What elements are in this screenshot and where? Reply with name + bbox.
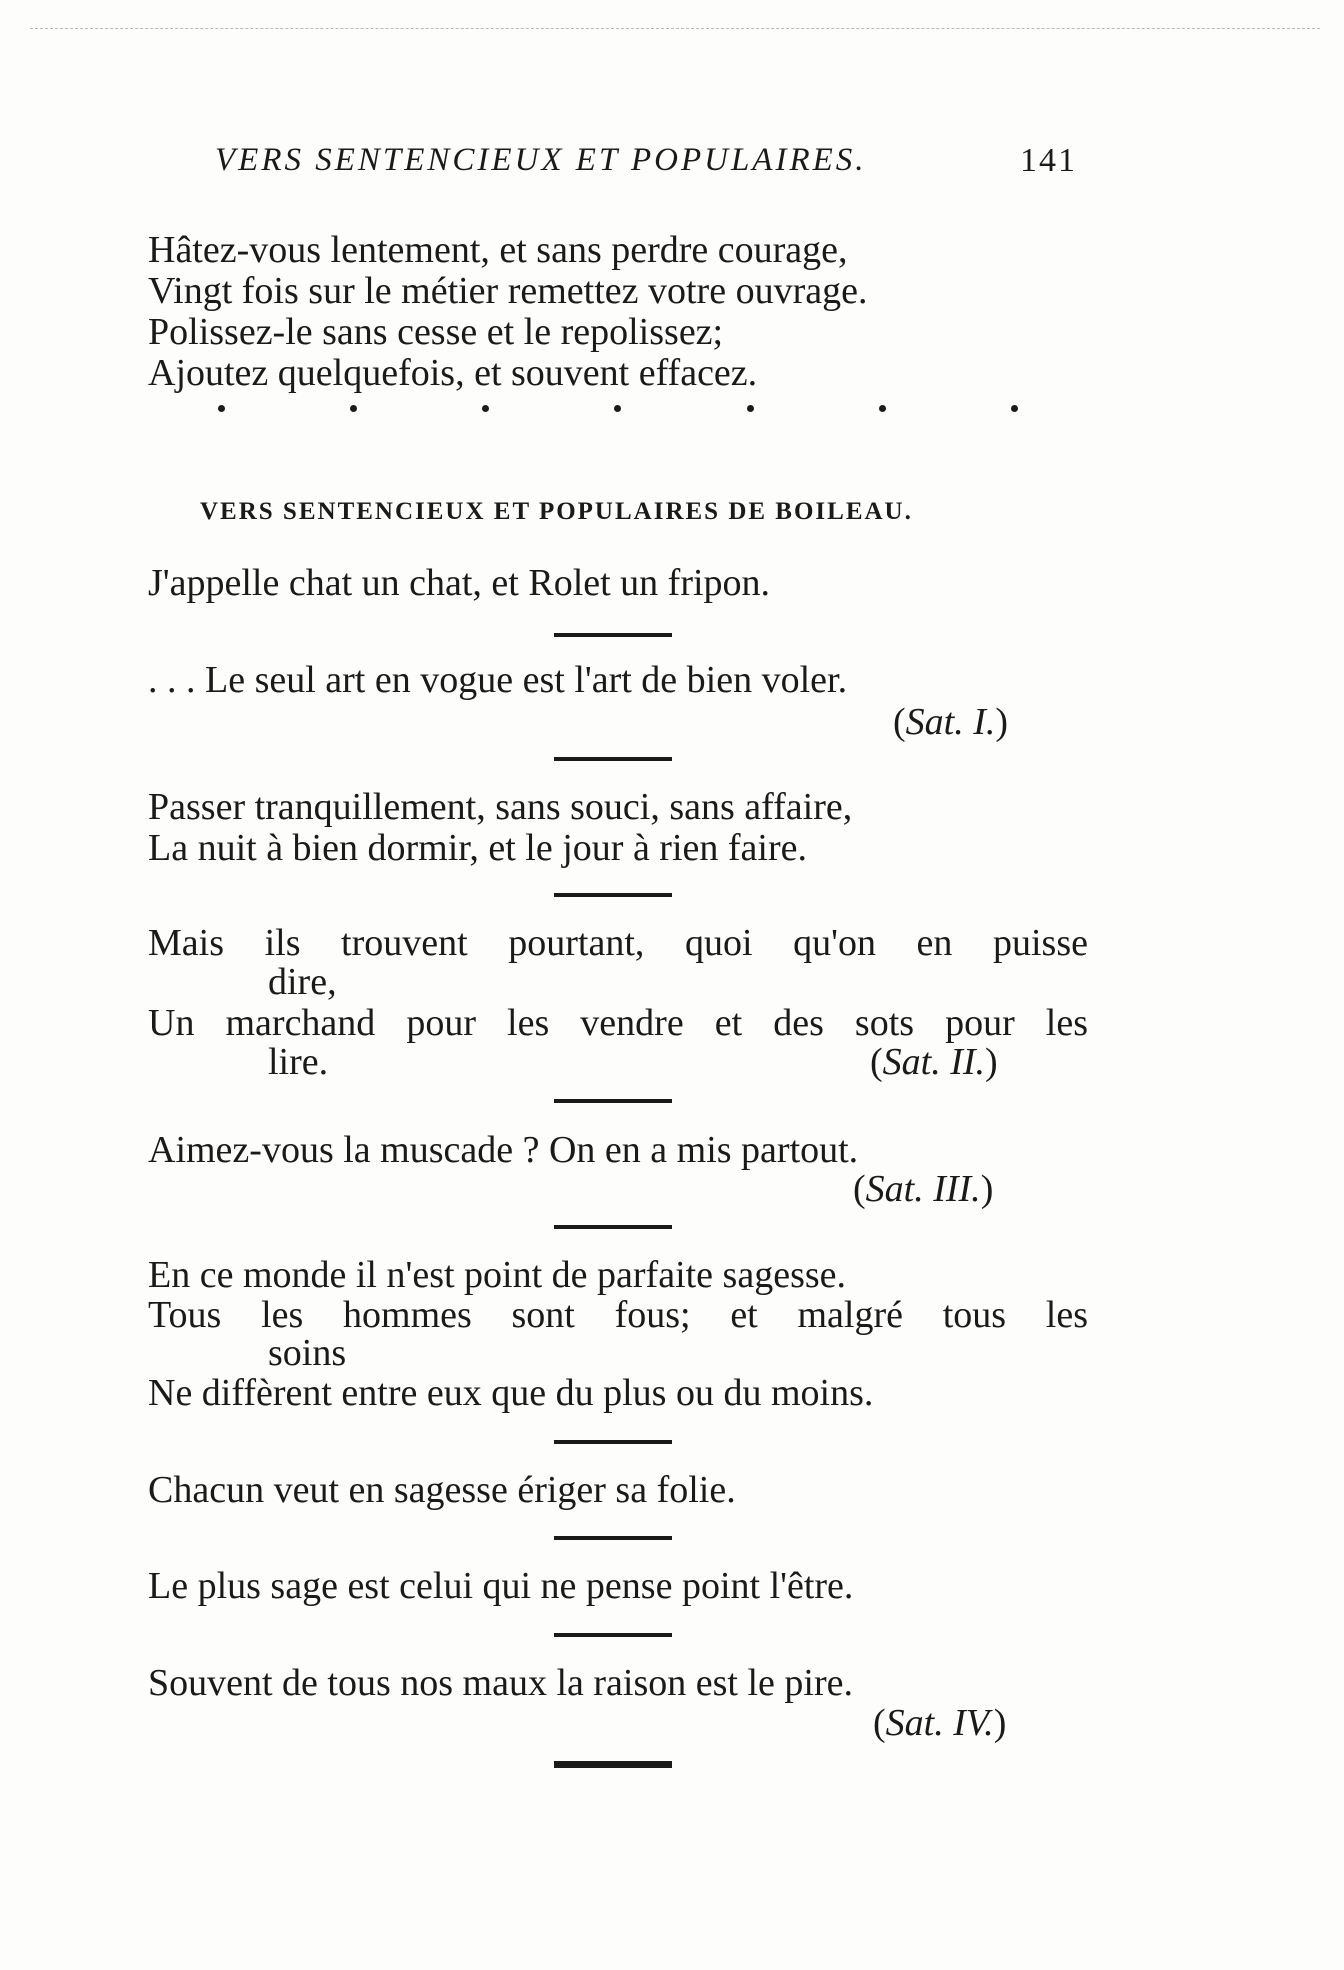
ellipsis-dots — [218, 405, 1018, 412]
dot — [1011, 405, 1018, 412]
quote-line: Le plus sage est celui qui ne pense point l'être. — [148, 1565, 854, 1607]
separator-rule — [554, 1536, 672, 1540]
quote-line: Passer tranquillement, sans souci, sans affaire, — [148, 786, 853, 828]
dot — [879, 405, 886, 412]
quote-line: . . . Le seul art en vogue est l'art de bien voler. — [148, 659, 848, 701]
dot — [350, 405, 357, 412]
citation-text: Sat. I. — [905, 701, 996, 743]
quote-line: J'appelle chat un chat, et Rolet un fripon. — [148, 562, 771, 604]
separator-rule — [554, 1225, 672, 1229]
quote-line-continuation: soins — [268, 1332, 347, 1374]
quote-line: La nuit à bien dormir, et le jour à rien faire. — [148, 827, 807, 869]
dot — [614, 405, 621, 412]
opening-verse-line: Vingt fois sur le métier remettez votre ouvrage. — [148, 270, 868, 312]
dot — [482, 405, 489, 412]
opening-verse-line: Hâtez-vous lentement, et sans perdre courage, — [148, 229, 848, 271]
citation: (Sat. III.) — [853, 1168, 994, 1210]
quote-line: Aimez-vous la muscade ? On en a mis partout. — [148, 1129, 859, 1171]
dot — [747, 405, 754, 412]
page-number: 141 — [1020, 142, 1077, 179]
separator-rule — [554, 1761, 672, 1768]
separator-rule — [554, 1633, 672, 1637]
citation-text: Sat. III. — [865, 1168, 981, 1210]
separator-rule — [554, 893, 672, 897]
opening-verse-line: Polissez-le sans cesse et le repolissez; — [148, 311, 724, 353]
quote-line-continuation: lire. — [268, 1041, 329, 1083]
separator-rule — [554, 1440, 672, 1444]
scan-edge-line — [30, 28, 1320, 29]
citation: (Sat. IV.) — [873, 1702, 1007, 1744]
separator-rule — [554, 757, 672, 761]
quote-line: Mais ils trouvent pourtant, quoi qu'on en puisse — [148, 922, 1088, 964]
dot — [218, 405, 225, 412]
separator-rule — [554, 1099, 672, 1103]
quote-line: Chacun veut en sagesse ériger sa folie. — [148, 1469, 736, 1511]
quote-line-continuation: dire, — [268, 961, 337, 1003]
separator-rule — [554, 633, 672, 637]
quote-line: Tous les hommes sont fous; et malgré tous les — [148, 1294, 1088, 1336]
quote-line: En ce monde il n'est point de parfaite sagesse. — [148, 1254, 847, 1296]
quote-line: Un marchand pour les vendre et des sots pour les — [148, 1002, 1088, 1044]
citation: (Sat. I.) — [893, 701, 1009, 743]
opening-verse-line: Ajoutez quelquefois, et souvent effacez. — [148, 352, 758, 394]
citation: (Sat. II.) — [870, 1041, 998, 1083]
quote-line: Ne diffèrent entre eux que du plus ou du moins. — [148, 1372, 874, 1414]
section-title: VERS SENTENCIEUX ET POPULAIRES DE BOILEAU. — [200, 498, 913, 525]
citation-text: Sat. IV. — [885, 1702, 994, 1744]
quote-line: Souvent de tous nos maux la raison est le pire. — [148, 1662, 853, 1704]
citation-text: Sat. II. — [882, 1041, 986, 1083]
running-title: VERS SENTENCIEUX ET POPULAIRES. — [215, 142, 867, 178]
